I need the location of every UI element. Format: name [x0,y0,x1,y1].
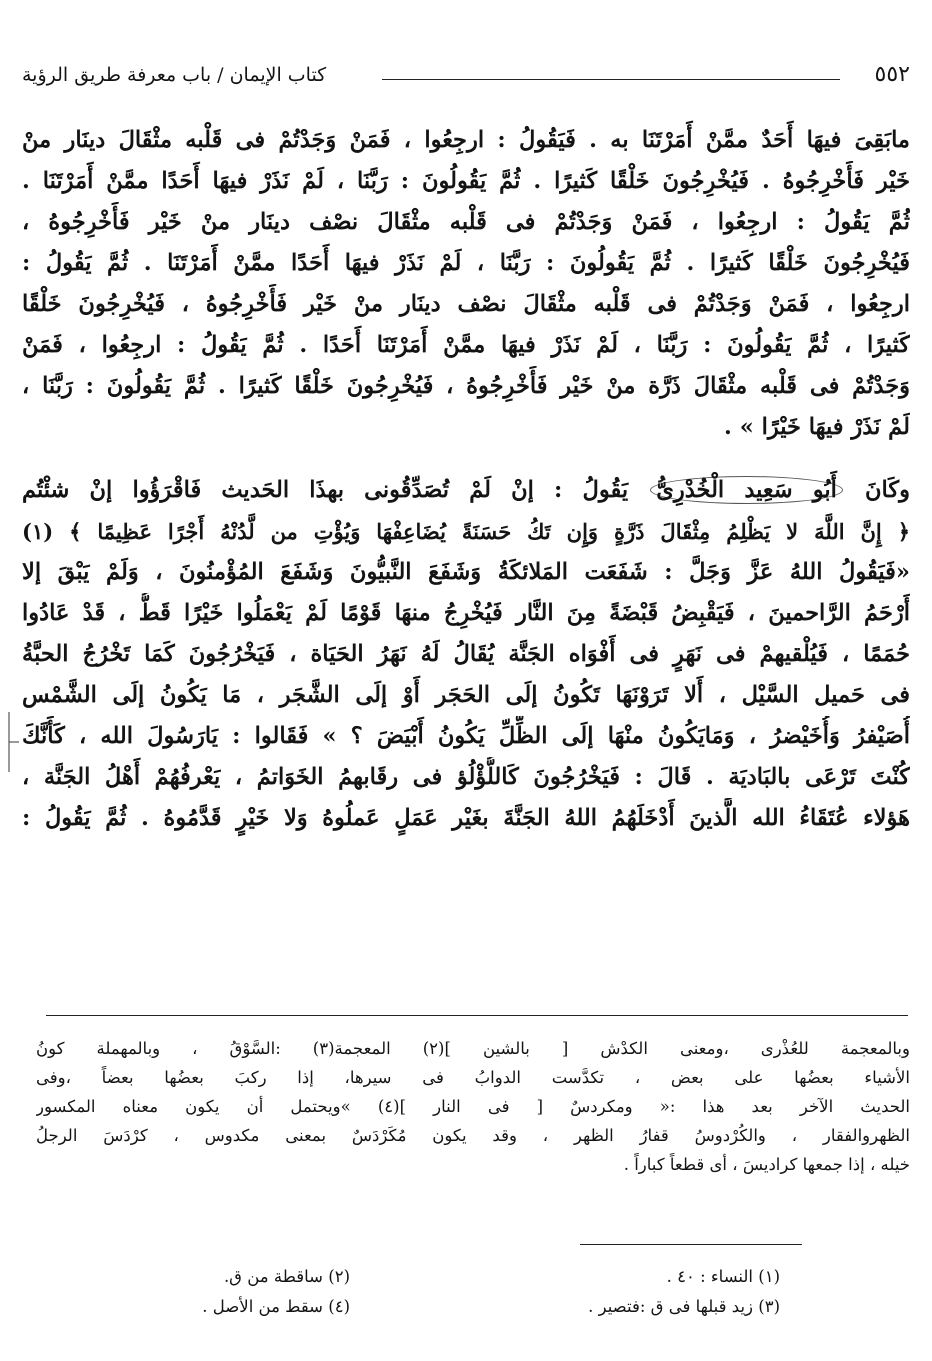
narrator-name: أَبُو سَعِيد الْخُدْرِىُّ [650,476,843,504]
narrator-statement: يَقُولُ : إنْ لَمْ تُصَدِّقُونى بهذَا الحَديث فَاقْرَؤُوا إنْ شئْتُم [22,477,629,503]
commentary-line: الأشياء بعضُها على بعض ، تكدَّست الدوابُ فى سيرها، إذا ركبَ بعضُها بعضاً ،وفى [36,1068,910,1087]
chapter-title: كتاب الإيمان / باب معرفة طريق الرؤية [22,64,327,86]
text-line: حُمَمًا ، فَيُلْقيهمْ فى نَهَرٍ فى أَفْوَاه الجَنَّة يُقَالُ لَهُ نَهَرُ الحَيَاة ، فَيَخْرُجُونَ كَمَا تَخْرُجُ الحبَّةُ [22,641,910,667]
text-line: كَثيرًا ، ثُمَّ يَقُولُونَ : رَبَّنَا ، لَمْ نَذَرْ فيهَا ممَّنْ أَمَرْتَنَا أَحَدًا . ثُمَّ يَقُولُ : ارجِعُوا ، فَمَنْ [22,332,910,358]
narrator-intro: وكَانَ [865,477,910,503]
text-line: خَيْر فَأَخْرِجُوهُ . فَيُخْرِجُونَ خَلْقًا كَثيرًا . ثُمَّ يَقُولُونَ : رَبَّنَا ، لَمْ نَذَرْ فيهَا أَحَدًا ممَّنْ أَمَرْتَنَا . [22,168,910,194]
paragraph-gap [22,448,910,470]
text-line: أُصَيْفرُ وَأُخَيْضرُ ، وَمَايَكُونُ منْهَا إلَى الظِّلِّ يَكُونُ أَبْيَضَ ؟ » فَقَالوا : يَارَسُولَ الله ، كَأَنَّكَ [22,723,910,749]
footnote-rule [580,1244,802,1245]
running-header [22,60,910,100]
text-line: «فَيَقُولُ اللهُ عَزَّ وَجَلَّ : شَفَعَت المَلائكَةُ وَشَفَعَ النَّبيُّونَ وَشَفَعَ المُؤْمنُونَ ، وَلَمْ يَبْقَ إلا [22,559,910,585]
text-line: وَجَدْتُمْ فى قَلْبه مثْقَالَ ذَرَّة منْ خَيْر فَأَخْرِجُوهُ ، فَيُخْرِجُونَ خَلْقًا كَثيرًا . ثُمَّ يَقُولُونَ : رَبَّنَا ، [22,373,910,399]
commentary-line: الحديث الآخر بعد هذا :« ومكردسٌ [ فى النار ](٤) »ويحتمل أن يكون معناه المكسور [36,1097,910,1116]
text-line: فَيُخْرِجُونَ خَلْقًا كَثيرًا . ثُمَّ يَقُولُونَ : رَبَّنَا ، لَمْ نَذَرْ فيهَا أَحَدًا ممَّنْ أَمَرْتَنَا . ثُمَّ يَقُولُ : [22,250,910,276]
commentary-line: وبالمعجمة للعُذْرى ،ومعنى الكدْش [ بالشين ](٢) المعجمة(٣) :السَّوْقُ ، وبالمهملة كونُ [36,1039,910,1058]
text-line: كُنْتَ تَرْعَى بالبَاديَة . قَالَ : فَيَخْرُجُونَ كَاللُّؤْلُؤ فى رقَابهمُ الخَوَاتمُ ، يَعْرفُهُمْ أَهْلُ الجَنَّة ، [22,764,910,790]
footnote-4: (٤) سقط من الأصل . [202,1297,350,1316]
text-line: أَرْحَمُ الرَّاحمينَ ، فَيَقْبِضُ قَبْضَةً مِنَ النَّار فَيُخْرِجُ منهَا قَوْمًا لَمْ يَعْمَلُوا خَيْرًا قَطُّ ، قَدْ عَادُوا [22,600,910,626]
narrator-line [22,470,910,511]
footnote-row [40,1262,910,1292]
header-rule [382,79,840,80]
margin-mark [6,712,20,772]
commentary-line: الظهروالفقار ، والكُرْدوسُ قفارُ الظهر ، وقد يكون مُكَرْدَسٌ بمعنى مكدوس ، كرْدَسَ الرجلُ [36,1126,910,1145]
text-line: ارجِعُوا ، فَمَنْ وَجَدْتُمْ فى قَلْبه مثْقَالَ نصْف دينَار منْ خَيْر فَأَخْرِجُوهُ ، فَيُخْرِجُونَ خَلْقًا [22,291,910,317]
page-number: ٥٥٢ [874,62,910,87]
footnote-1: (١) النساء : ٤٠ . [666,1267,780,1286]
main-text [22,120,910,839]
footnote-2: (٢) ساقطة من ق. [223,1267,350,1286]
text-line: لَمْ نَذَرْ فيهَا خَيْرًا » . [724,414,910,440]
text-line: هَؤلاء عُتَقَاءُ الله الَّذينَ أَدْخَلَهُمُ اللهُ الجَنَّةَ بغَيْر عَمَلٍ عَملُوهُ وَلا خَيْرٍ قَدَّمُوهُ . ثُمَّ يَقُولُ : [22,805,910,831]
commentary-line: خيله ، إذا جمعها كراديسَ ، أى قطعاً كباراً . [623,1155,910,1174]
footnote-row [40,1292,910,1322]
commentary-notes [36,1034,910,1179]
footnotes [40,1262,910,1322]
commentary-rule [46,1015,908,1016]
footnote-3: (٣) زيد قبلها فى ق :فتصير . [588,1297,780,1316]
quran-verse: ﴿ إِنَّ اللَّهَ لا يَظْلِمُ مِثْقَالَ ذَرَّةٍ وَإِن تَكُ حَسَنَةً يُضَاعِفْهَا وَيُؤْتِ من لَّدُنْهُ أَجْرًا عَظِيمًا ﴾ (١) [22,519,910,544]
text-line: مابَقِىَ فيهَا أَحَدٌ ممَّنْ أَمَرْتَنَا به . فَيَقُولُ : ارجِعُوا ، فَمَنْ وَجَدْتُمْ فى قَلْبه مثْقَالَ دينَار منْ [22,127,910,153]
text-line: فى حَميل السَّيْل ، أَلا تَرَوْنَهَا تَكُونُ إلَى الحَجَر أَوْ إلَى الشَّجَر ، مَا يَكُونُ إلَى الشَّمْس [22,682,910,708]
text-line: ثُمَّ يَقُولُ : ارجِعُوا ، فَمَنْ وَجَدْتُمْ فى قَلْبه مثْقَالَ نصْف دينَار منْ خَيْر فَأَخْرِجُوهُ ، [22,209,910,235]
